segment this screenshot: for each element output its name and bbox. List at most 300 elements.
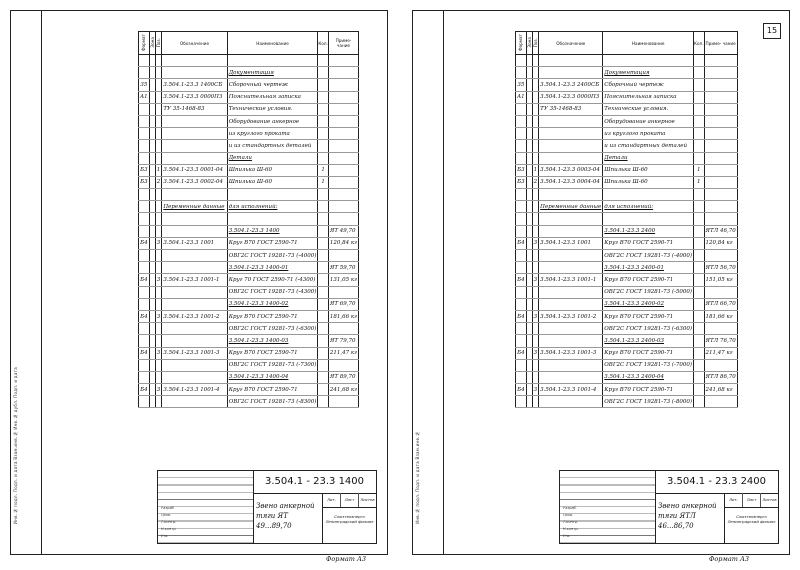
cell-des bbox=[539, 115, 603, 127]
cell-note: 151,05 кг bbox=[704, 274, 737, 286]
cell-des bbox=[539, 286, 603, 298]
letter-cells bbox=[323, 493, 376, 508]
cell-name: Круг В70 ГОСТ 2590-71 bbox=[227, 384, 318, 396]
cell-fmt: Б3 bbox=[139, 164, 150, 176]
header-note: Приме- чание bbox=[328, 32, 358, 55]
cell-note bbox=[328, 79, 358, 91]
table-row bbox=[139, 335, 359, 347]
header-quantity: Кол. bbox=[693, 32, 704, 55]
header-name: Наименование bbox=[227, 32, 318, 55]
cell-note: 181,66 кг bbox=[328, 310, 358, 322]
cell-note bbox=[328, 213, 358, 225]
cell-name: Круг В70 ГОСТ 2590-71 bbox=[227, 237, 318, 249]
cell-name: 3.504.1-23.3 2400-01 bbox=[603, 262, 694, 274]
table-row bbox=[139, 286, 359, 298]
cell-qty bbox=[318, 396, 329, 408]
cell-des: 3.504.1-23.3 1001-3 bbox=[162, 347, 227, 359]
table-row bbox=[139, 274, 359, 286]
cell-qty bbox=[318, 347, 329, 359]
cell-des: 3.504.1-23.3 1001-2 bbox=[539, 310, 603, 322]
cell-qty bbox=[693, 347, 704, 359]
cell-des bbox=[539, 298, 603, 310]
cell-name: 3.504.1-23.3 2400 bbox=[603, 225, 694, 237]
table-row bbox=[139, 237, 359, 249]
cell-fmt bbox=[139, 115, 150, 127]
cell-name: 3.504.1-23.3 2400-02 bbox=[603, 298, 694, 310]
cell-note: 211,47 кг bbox=[704, 347, 737, 359]
cell-des: Переменные данные bbox=[162, 201, 227, 213]
cell-qty bbox=[318, 359, 329, 371]
cell-name: Круг В70 ГОСТ 2590-71 bbox=[603, 237, 694, 249]
cell-sheet: Лист bbox=[743, 493, 761, 507]
cell-name: для исполнений: bbox=[603, 201, 694, 213]
cell-fmt bbox=[516, 298, 527, 310]
signature-label: Пров. bbox=[563, 513, 574, 517]
spec-table bbox=[515, 31, 738, 408]
cell-pos bbox=[155, 359, 162, 371]
cell-fmt bbox=[139, 225, 150, 237]
cell-des bbox=[162, 67, 227, 79]
cell-fmt: Б4 bbox=[516, 384, 527, 396]
table-row bbox=[516, 79, 738, 91]
cell-qty bbox=[318, 250, 329, 262]
header-zone: Зона bbox=[526, 32, 532, 55]
cell-qty bbox=[693, 152, 704, 164]
cell-pos bbox=[155, 152, 162, 164]
table-row bbox=[516, 323, 738, 335]
cell-note bbox=[704, 140, 737, 152]
cell-des bbox=[539, 225, 603, 237]
cell-name: Документация bbox=[603, 67, 694, 79]
cell-des bbox=[162, 189, 227, 201]
table-row bbox=[516, 250, 738, 262]
cell-note bbox=[704, 201, 737, 213]
cell-name bbox=[603, 189, 694, 201]
cell-name: из круглого проката bbox=[227, 128, 318, 140]
cell-qty bbox=[318, 335, 329, 347]
cell-name: из круглого проката bbox=[603, 128, 694, 140]
table-row bbox=[516, 347, 738, 359]
cell-pos: 3 bbox=[155, 310, 162, 322]
cell-qty bbox=[318, 152, 329, 164]
cell-note bbox=[328, 286, 358, 298]
cell-name: Круг В70 ГОСТ 2590-71 bbox=[603, 384, 694, 396]
table-row bbox=[516, 384, 738, 396]
cell-fmt: Б4 bbox=[139, 274, 150, 286]
cell-pos bbox=[155, 286, 162, 298]
cell-des bbox=[539, 262, 603, 274]
signature-label: Утв. bbox=[161, 534, 169, 538]
cell-pos bbox=[155, 189, 162, 201]
cell-fmt bbox=[139, 335, 150, 347]
cell-name: Сборочный чертеж bbox=[227, 79, 318, 91]
cell-name: 3.504.1-23.3 1400-02 bbox=[227, 298, 318, 310]
cell-pos: 3 bbox=[532, 384, 539, 396]
cell-qty bbox=[693, 225, 704, 237]
cell-sheet: Лист bbox=[341, 493, 359, 507]
cell-note bbox=[328, 55, 358, 67]
cell-fmt bbox=[139, 262, 150, 274]
cell-qty bbox=[318, 55, 329, 67]
cell-note bbox=[328, 128, 358, 140]
table-row bbox=[139, 91, 359, 103]
table-row bbox=[516, 371, 738, 383]
cell-pos: 3 bbox=[532, 274, 539, 286]
table-row bbox=[516, 55, 738, 67]
cell-des: 3.504.1-23.3 1001-4 bbox=[162, 384, 227, 396]
cell-pos bbox=[155, 213, 162, 225]
cell-note: 120,84 кг bbox=[328, 237, 358, 249]
cell-name bbox=[227, 189, 318, 201]
cell-qty bbox=[318, 201, 329, 213]
spec-sheet-left bbox=[10, 10, 388, 563]
cell-fmt bbox=[516, 152, 527, 164]
table-row bbox=[139, 67, 359, 79]
cell-name: 3.504.1-23.3 2400-03 bbox=[603, 335, 694, 347]
table-header-row bbox=[516, 32, 738, 55]
cell-sheets: Листов bbox=[762, 497, 777, 502]
cell-name: Круг В70 ГОСТ 2590-71 bbox=[603, 347, 694, 359]
table-row bbox=[139, 250, 359, 262]
cell-note bbox=[328, 91, 358, 103]
cell-name: Детали bbox=[603, 152, 694, 164]
cell-qty: 1 bbox=[693, 176, 704, 188]
cell-qty bbox=[318, 225, 329, 237]
table-row bbox=[516, 152, 738, 164]
cell-name: ОВГ2С ГОСТ 19281-73 (-6300) bbox=[227, 323, 318, 335]
cell-name: Шпилька Ш-60 bbox=[227, 176, 318, 188]
table-row bbox=[139, 323, 359, 335]
signature-label: Разраб. bbox=[161, 506, 175, 510]
cell-des bbox=[162, 298, 227, 310]
cell-note bbox=[328, 250, 358, 262]
cell-qty bbox=[693, 371, 704, 383]
cell-qty bbox=[318, 262, 329, 274]
cell-qty bbox=[693, 262, 704, 274]
cell-lit: Лит. bbox=[323, 493, 341, 507]
cell-des bbox=[539, 140, 603, 152]
document-code: 3.504.1 - 23.3 1400 bbox=[253, 471, 376, 494]
binding-margin bbox=[413, 11, 444, 554]
cell-pos bbox=[155, 55, 162, 67]
cell-qty bbox=[693, 213, 704, 225]
cell-note: 241,68 кг bbox=[704, 384, 737, 396]
cell-qty bbox=[318, 371, 329, 383]
cell-fmt bbox=[516, 140, 527, 152]
cell-name: Пояснительная записка bbox=[603, 91, 694, 103]
cell-des bbox=[539, 323, 603, 335]
table-row bbox=[139, 359, 359, 371]
table-row bbox=[516, 103, 738, 115]
cell-des: 3.504.1-23.3 0002-04 bbox=[162, 176, 227, 188]
table-row bbox=[139, 128, 359, 140]
cell-qty bbox=[693, 237, 704, 249]
cell-fmt bbox=[516, 335, 527, 347]
cell-name bbox=[603, 55, 694, 67]
cell-sheets: Листов bbox=[360, 497, 375, 502]
cell-note bbox=[328, 189, 358, 201]
cell-qty bbox=[693, 201, 704, 213]
cell-qty bbox=[318, 213, 329, 225]
page-number: 15 bbox=[763, 23, 781, 39]
table-row bbox=[516, 335, 738, 347]
cell-des: 3.504.1-23.3 1001-2 bbox=[162, 310, 227, 322]
cell-des bbox=[162, 262, 227, 274]
cell-fmt bbox=[139, 396, 150, 408]
spec-table-body bbox=[139, 55, 359, 408]
cell-name: Детали bbox=[227, 152, 318, 164]
cell-note: 181,66 кг bbox=[704, 310, 737, 322]
cell-pos bbox=[155, 396, 162, 408]
cell-name: Документация bbox=[227, 67, 318, 79]
cell-pos: 3 bbox=[155, 274, 162, 286]
cell-des bbox=[539, 152, 603, 164]
cell-name: ОВГ2С ГОСТ 19281-73 (-7000) bbox=[603, 359, 694, 371]
cell-note: ЯТ 79,70 bbox=[328, 335, 358, 347]
cell-name: ОВГ2С ГОСТ 19281-73 (-4300) bbox=[227, 286, 318, 298]
cell-name: ОВГ2С ГОСТ 19281-73 (-8000) bbox=[603, 396, 694, 408]
cell-note bbox=[328, 115, 358, 127]
cell-des: ТУ 35-1468-83 bbox=[162, 103, 227, 115]
cell-fmt bbox=[516, 189, 527, 201]
table-row bbox=[516, 225, 738, 237]
cell-fmt bbox=[139, 152, 150, 164]
cell-note: ЯТЛ 76,70 bbox=[704, 335, 737, 347]
table-header-row bbox=[139, 32, 359, 55]
table-row bbox=[139, 396, 359, 408]
cell-qty bbox=[693, 140, 704, 152]
cell-note bbox=[704, 189, 737, 201]
cell-note bbox=[328, 103, 358, 115]
signature-label: Т.контр. bbox=[161, 520, 177, 524]
cell-qty bbox=[693, 359, 704, 371]
cell-qty: 1 bbox=[693, 164, 704, 176]
cell-qty bbox=[318, 91, 329, 103]
table-row bbox=[516, 359, 738, 371]
table-row bbox=[516, 140, 738, 152]
signature-label: Пров. bbox=[161, 513, 172, 517]
cell-note: ЯТЛ 86,70 bbox=[704, 371, 737, 383]
cell-qty bbox=[318, 286, 329, 298]
cell-name bbox=[227, 213, 318, 225]
cell-qty bbox=[693, 67, 704, 79]
cell-fmt bbox=[516, 250, 527, 262]
cell-fmt bbox=[516, 67, 527, 79]
cell-pos: 3 bbox=[155, 237, 162, 249]
table-row bbox=[139, 176, 359, 188]
header-position: Поз. bbox=[532, 32, 539, 55]
signature-label: Н.контр. bbox=[563, 527, 579, 531]
cell-des: 3.504.1-23.3 1001-1 bbox=[539, 274, 603, 286]
cell-des bbox=[162, 371, 227, 383]
cell-des bbox=[539, 359, 603, 371]
cell-des: Переменные данные bbox=[539, 201, 603, 213]
table-row bbox=[516, 262, 738, 274]
header-quantity: Кол. bbox=[318, 32, 329, 55]
cell-note bbox=[704, 115, 737, 127]
signature-label: Н.контр. bbox=[161, 527, 177, 531]
cell-qty bbox=[693, 310, 704, 322]
cell-pos bbox=[155, 79, 162, 91]
cell-des bbox=[162, 128, 227, 140]
cell-qty bbox=[318, 274, 329, 286]
cell-qty bbox=[693, 323, 704, 335]
table-row bbox=[516, 274, 738, 286]
cell-des bbox=[162, 286, 227, 298]
cell-pos bbox=[155, 225, 162, 237]
cell-name: для исполнений: bbox=[227, 201, 318, 213]
cell-name: Круг 70 ГОСТ 2590-71 (-4300) bbox=[227, 274, 318, 286]
cell-fmt: Б4 bbox=[139, 384, 150, 396]
cell-fmt bbox=[516, 201, 527, 213]
cell-fmt bbox=[139, 213, 150, 225]
cell-pos bbox=[155, 201, 162, 213]
cell-fmt: Б4 bbox=[516, 310, 527, 322]
cell-name: Шпилька Ш-60 bbox=[603, 176, 694, 188]
cell-pos: 1 bbox=[532, 164, 539, 176]
cell-des: 3.504.1-23.3 1400СБ bbox=[162, 79, 227, 91]
cell-fmt bbox=[139, 55, 150, 67]
document-code: 3.504.1 - 23.3 2400 bbox=[655, 471, 778, 494]
cell-pos bbox=[155, 335, 162, 347]
cell-des bbox=[539, 250, 603, 262]
table-row bbox=[139, 201, 359, 213]
table-row bbox=[139, 115, 359, 127]
binding-margin bbox=[11, 11, 42, 554]
cell-name: 3.504.1-23.3 1400-03 bbox=[227, 335, 318, 347]
cell-note bbox=[328, 67, 358, 79]
table-row bbox=[139, 298, 359, 310]
cell-note bbox=[328, 359, 358, 371]
table-row bbox=[516, 176, 738, 188]
table-row bbox=[139, 310, 359, 322]
table-row bbox=[516, 298, 738, 310]
header-note: Приме- чание bbox=[704, 32, 737, 55]
cell-note: ЯТЛ 56,70 bbox=[704, 262, 737, 274]
cell-pos: 3 bbox=[532, 347, 539, 359]
cell-fmt bbox=[139, 359, 150, 371]
cell-qty bbox=[693, 274, 704, 286]
cell-qty bbox=[693, 335, 704, 347]
cell-des bbox=[539, 396, 603, 408]
cell-qty bbox=[693, 115, 704, 127]
cell-fmt bbox=[139, 323, 150, 335]
spec-sheet-right bbox=[412, 10, 790, 563]
cell-qty bbox=[318, 189, 329, 201]
spec-table-body bbox=[516, 55, 738, 408]
table-row bbox=[139, 103, 359, 115]
cell-des bbox=[539, 128, 603, 140]
cell-name: Круг В70 ГОСТ 2590-71 bbox=[227, 347, 318, 359]
cell-fmt bbox=[139, 189, 150, 201]
cell-qty bbox=[693, 103, 704, 115]
cell-des bbox=[162, 140, 227, 152]
cell-fmt bbox=[516, 323, 527, 335]
cell-lit: Лит. bbox=[725, 493, 743, 507]
cell-fmt: 35 bbox=[139, 79, 150, 91]
signature-grid bbox=[158, 471, 254, 543]
cell-des bbox=[162, 152, 227, 164]
table-row bbox=[139, 225, 359, 237]
cell-qty: 1 bbox=[318, 176, 329, 188]
cell-qty bbox=[318, 67, 329, 79]
cell-name: ОВГ2С ГОСТ 19281-73 (-5000) bbox=[603, 286, 694, 298]
cell-des bbox=[539, 335, 603, 347]
cell-name: Пояснительная записка bbox=[227, 91, 318, 103]
cell-note: ЯТ 89,70 bbox=[328, 371, 358, 383]
cell-note: 211,47 кг bbox=[328, 347, 358, 359]
header-designation: Обозначение bbox=[539, 32, 603, 55]
table-row bbox=[516, 310, 738, 322]
cell-qty bbox=[693, 384, 704, 396]
cell-fmt bbox=[516, 396, 527, 408]
cell-name: Оборудование анкерное bbox=[603, 115, 694, 127]
table-row bbox=[516, 164, 738, 176]
cell-des bbox=[162, 359, 227, 371]
cell-des bbox=[162, 55, 227, 67]
cell-fmt bbox=[516, 286, 527, 298]
table-row bbox=[139, 213, 359, 225]
cell-note bbox=[328, 176, 358, 188]
cell-name: 3.504.1-23.3 1400-04 bbox=[227, 371, 318, 383]
cell-fmt: Б4 bbox=[139, 237, 150, 249]
cell-pos bbox=[155, 250, 162, 262]
cell-fmt bbox=[139, 103, 150, 115]
cell-des bbox=[539, 55, 603, 67]
table-row bbox=[516, 189, 738, 201]
cell-des: 3.504.1-23.3 1001-1 bbox=[162, 274, 227, 286]
table-row bbox=[139, 347, 359, 359]
cell-qty bbox=[693, 79, 704, 91]
cell-qty bbox=[318, 237, 329, 249]
cell-fmt: Б3 bbox=[139, 176, 150, 188]
document-title: Звено анкерной тяги ЯТ 49...89,70 bbox=[253, 493, 323, 543]
cell-fmt bbox=[516, 359, 527, 371]
table-row bbox=[139, 189, 359, 201]
cell-fmt: 35 bbox=[516, 79, 527, 91]
cell-pos bbox=[155, 323, 162, 335]
cell-fmt bbox=[139, 67, 150, 79]
table-row bbox=[139, 79, 359, 91]
format-label: Формат А3 bbox=[326, 555, 367, 563]
cell-note bbox=[704, 55, 737, 67]
cell-des bbox=[162, 250, 227, 262]
cell-note: ЯТ 69,70 bbox=[328, 298, 358, 310]
cell-name: Оборудование анкерное bbox=[227, 115, 318, 127]
letter-cells bbox=[725, 493, 778, 508]
cell-des bbox=[162, 335, 227, 347]
cell-qty bbox=[318, 115, 329, 127]
table-row bbox=[516, 396, 738, 408]
cell-note bbox=[704, 67, 737, 79]
cell-des: 3.504.1-23.3 0003-04 bbox=[539, 164, 603, 176]
cell-des bbox=[162, 213, 227, 225]
cell-note bbox=[704, 286, 737, 298]
cell-fmt: Б4 bbox=[516, 237, 527, 249]
cell-name: Круг В70 ГОСТ 2590-71 bbox=[603, 274, 694, 286]
cell-fmt bbox=[139, 140, 150, 152]
cell-des bbox=[539, 67, 603, 79]
cell-fmt bbox=[139, 298, 150, 310]
cell-fmt bbox=[139, 371, 150, 383]
cell-des: 3.504.1-23.3 1001-4 bbox=[539, 384, 603, 396]
cell-name: Шпилька Ш-60 bbox=[603, 164, 694, 176]
cell-note bbox=[328, 140, 358, 152]
cell-des: 3.504.1-23.3 1001 bbox=[539, 237, 603, 249]
cell-pos bbox=[155, 298, 162, 310]
cell-name: и из стандартных деталей bbox=[227, 140, 318, 152]
cell-qty bbox=[318, 384, 329, 396]
